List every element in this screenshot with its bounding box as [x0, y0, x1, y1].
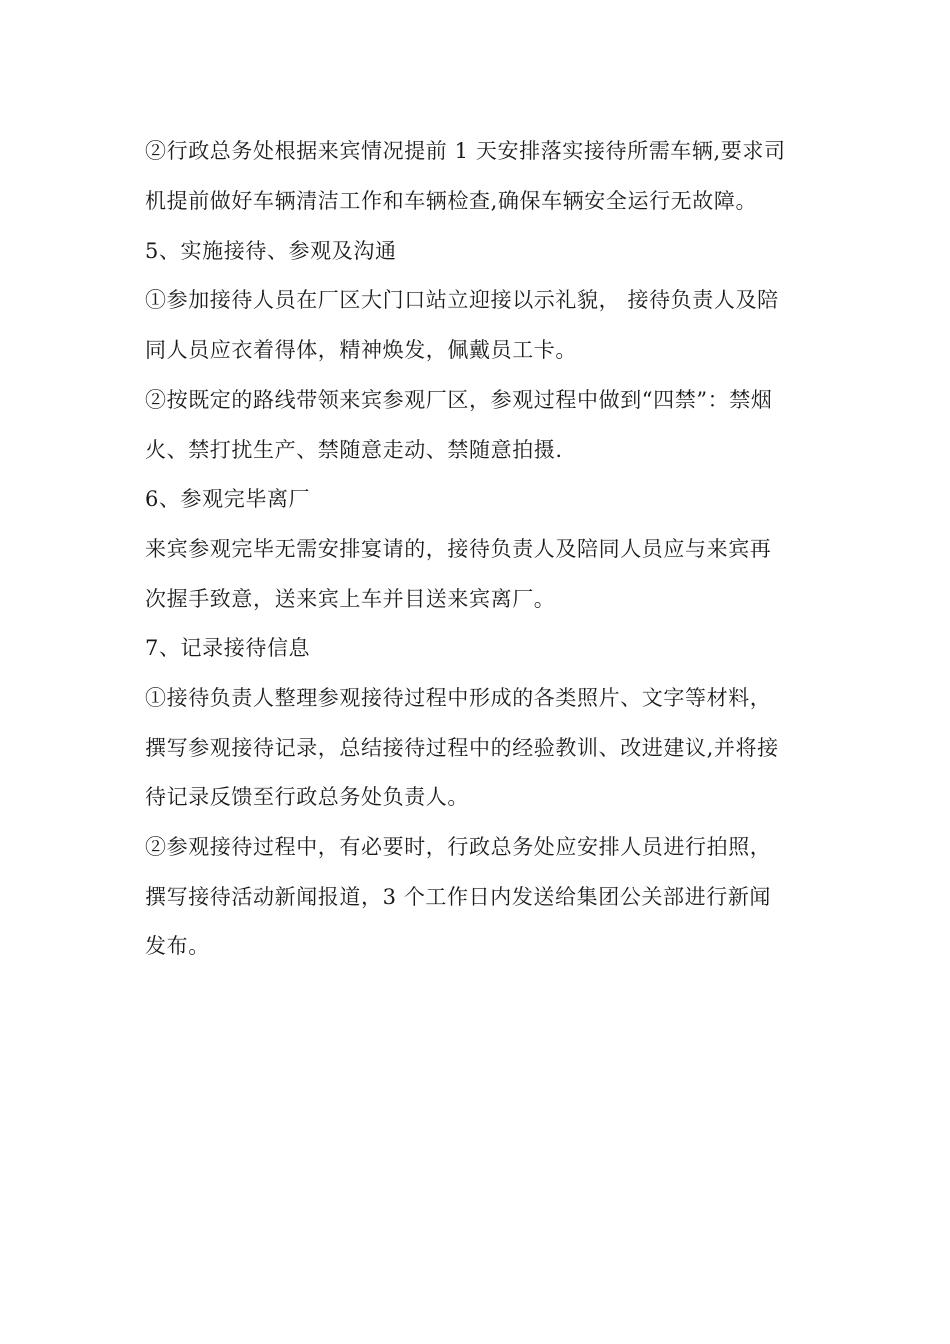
section-heading: 6、参观完毕离厂 — [145, 487, 311, 511]
text-line: ①参加接待人员在厂区大门口站立迎接以示礼貌， 接待负责人及陪 — [145, 288, 779, 312]
text-line: 待记录反馈至行政总务处负责人。 — [145, 785, 469, 809]
text-line: ②按既定的路线带领来宾参观厂区，参观过程中做到“四禁”：禁烟 — [145, 388, 773, 412]
text-line: 撰写接待活动新闻报道，3 个工作日内发送给集团公关部进行新闻 — [145, 885, 772, 909]
text-line: ②参观接待过程中，有必要时，行政总务处应安排人员进行拍照， — [145, 835, 772, 859]
section-heading: 5、实施接待、参观及沟通 — [145, 239, 397, 263]
text-line: 发布。 — [145, 934, 210, 958]
text-line: ①接待负责人整理参观接待过程中形成的各类照片、文字等材料， — [145, 686, 772, 710]
text-line: 机提前做好车辆清洁工作和车辆检查,确保车辆安全运行无故障。 — [145, 189, 758, 213]
text-line: 同人员应衣着得体，精神焕发，佩戴员工卡。 — [145, 338, 577, 362]
section-heading: 7、记录接待信息 — [145, 636, 311, 660]
text-line: ②行政总务处根据来宾情况提前 1 天安排落实接待所需车辆,要求司 — [145, 139, 786, 163]
text-line: 撰写参观接待记录，总结接待过程中的经验教训、改进建议,并将接 — [145, 736, 779, 760]
text-line: 次握手致意，送来宾上车并目送来宾离厂。 — [145, 587, 556, 611]
text-line: 来宾参观完毕无需安排宴请的，接待负责人及陪同人员应与来宾再 — [145, 537, 772, 561]
text-line: 火、禁打扰生产、禁随意走动、禁随意拍摄. — [145, 438, 563, 462]
